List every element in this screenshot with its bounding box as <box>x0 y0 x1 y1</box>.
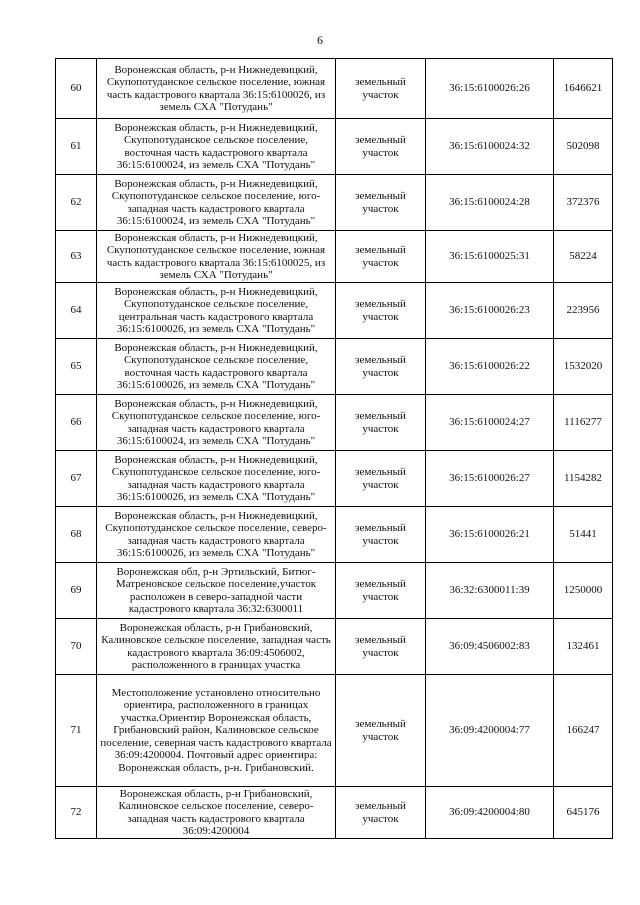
address-cell: Воронежская область, р-н Нижнедевицкий, Скупопотуданское сельское поселение, центральная часть кадастрового квартала 36:15:6100026, из земель СХА "Потудань" <box>97 283 336 339</box>
address-cell: Воронежская область, р-н Грибановский, Калиновское сельское поселение, северо-западная часть кадастрового квартала 36:09:4200004 <box>97 787 336 839</box>
area-cell: 1250000 <box>554 563 613 619</box>
row-number-cell: 64 <box>56 283 97 339</box>
address-cell: Воронежская область, р-н Нижнедевицкий, Скупопотуданское сельское поселение, северо-западная часть кадастрового квартала 36:15:6100026, из земель СХА "Потудань" <box>97 507 336 563</box>
cadastral-number-cell: 36:15:6100026:21 <box>426 507 554 563</box>
cadastral-number-cell: 36:15:6100026:23 <box>426 283 554 339</box>
object-type-cell: земельный участок <box>336 283 426 339</box>
table-body <box>56 59 613 839</box>
cadastral-number-cell: 36:15:6100024:28 <box>426 175 554 231</box>
area-cell: 132461 <box>554 619 613 675</box>
row-number-cell: 71 <box>56 675 97 787</box>
row-number-cell: 70 <box>56 619 97 675</box>
table-row <box>56 283 613 339</box>
object-type-cell: земельный участок <box>336 231 426 283</box>
row-number-cell: 69 <box>56 563 97 619</box>
area-cell: 166247 <box>554 675 613 787</box>
object-type-cell: земельный участок <box>336 339 426 395</box>
page-number: 6 <box>317 33 323 47</box>
table-row <box>56 619 613 675</box>
address-cell: Воронежская область, р-н Нижнедевицкий, Скупопотуданское сельское поселение, южная часть кадастрового квартала 36:15:6100025, из земель СХА "Потудань" <box>97 231 336 283</box>
object-type-cell: земельный участок <box>336 119 426 175</box>
object-type-cell: земельный участок <box>336 787 426 839</box>
area-cell: 645176 <box>554 787 613 839</box>
table-row <box>56 231 613 283</box>
object-type-cell: земельный участок <box>336 675 426 787</box>
row-number-cell: 63 <box>56 231 97 283</box>
cadastral-number-cell: 36:15:6100026:27 <box>426 451 554 507</box>
row-number-cell: 61 <box>56 119 97 175</box>
cadastral-number-cell: 36:15:6100025:31 <box>426 231 554 283</box>
object-type-cell: земельный участок <box>336 175 426 231</box>
address-cell: Воронежская область, р-н Нижнедевицкий, Скупопотуданское сельское поселение, юго-западная часть кадастрового квартала 36:15:6100024, из земель СХА "Потудань" <box>97 175 336 231</box>
table-row <box>56 787 613 839</box>
table-row <box>56 507 613 563</box>
area-cell: 1154282 <box>554 451 613 507</box>
cadastral-number-cell: 36:15:6100024:27 <box>426 395 554 451</box>
address-cell: Воронежская область, р-н Нижнедевицкий, Скупопотуданское сельское поселение, южная часть кадастрового квартала 36:15:6100026, из земель СХА "Потудань" <box>97 59 336 119</box>
area-cell: 372376 <box>554 175 613 231</box>
land-plots-table <box>55 58 613 839</box>
area-cell: 1646621 <box>554 59 613 119</box>
table-row <box>56 563 613 619</box>
address-cell: Воронежская область, р-н Грибановский, Калиновское сельское поселение, западная часть кадастрового квартала 36:09:4506002, расположенного в границах участка <box>97 619 336 675</box>
object-type-cell: земельный участок <box>336 395 426 451</box>
area-cell: 1116277 <box>554 395 613 451</box>
cadastral-number-cell: 36:09:4506002:83 <box>426 619 554 675</box>
cadastral-number-cell: 36:15:6100026:26 <box>426 59 554 119</box>
address-cell: Воронежская область, р-н Нижнедевицкий, Скупопотуданское сельское поселение, юго-западная часть кадастрового квартала 36:15:6100026, из земель СХА "Потудань" <box>97 451 336 507</box>
row-number-cell: 66 <box>56 395 97 451</box>
object-type-cell: земельный участок <box>336 507 426 563</box>
object-type-cell: земельный участок <box>336 563 426 619</box>
address-cell: Воронежская область, р-н Нижнедевицкий, Скупопотуданское сельское поселение, восточная часть кадастрового квартала 36:15:6100024, из земель СХА "Потудань" <box>97 119 336 175</box>
cadastral-number-cell: 36:15:6100024:32 <box>426 119 554 175</box>
row-number-cell: 72 <box>56 787 97 839</box>
row-number-cell: 62 <box>56 175 97 231</box>
object-type-cell: земельный участок <box>336 619 426 675</box>
row-number-cell: 67 <box>56 451 97 507</box>
cadastral-number-cell: 36:09:4200004:77 <box>426 675 554 787</box>
table-row <box>56 395 613 451</box>
area-cell: 1532020 <box>554 339 613 395</box>
address-cell: Воронежская обл, р-н Эртильский, Битюг-Матреновское сельское поселение,участок расположен в северо-западной части кадастрового квартала 36:32:6300011 <box>97 563 336 619</box>
table-row <box>56 675 613 787</box>
address-cell: Воронежская область, р-н Нижнедевицкий, Скупопотуданское сельское поселение, восточная часть кадастрового квартала 36:15:6100026, из земель СХА "Потудань" <box>97 339 336 395</box>
object-type-cell: земельный участок <box>336 451 426 507</box>
row-number-cell: 60 <box>56 59 97 119</box>
cadastral-number-cell: 36:15:6100026:22 <box>426 339 554 395</box>
area-cell: 51441 <box>554 507 613 563</box>
table-row <box>56 451 613 507</box>
area-cell: 223956 <box>554 283 613 339</box>
address-cell: Местоположение установлено относительно ориентира, расположенного в границах участка.Ориентир Воронежская область, Грибановский район, Калиновское сельское поселение, северная часть кадастрового квартала 36:09:4200004. Почтовый адрес ориентира: Воронежская область, р-н. Грибановский. <box>97 675 336 787</box>
area-cell: 58224 <box>554 231 613 283</box>
row-number-cell: 65 <box>56 339 97 395</box>
address-cell: Воронежская область, р-н Нижнедевицкий, Скупопотуданское сельское поселение, юго-западная часть кадастрового квартала 36:15:6100024, из земель СХА "Потудань" <box>97 395 336 451</box>
object-type-cell: земельный участок <box>336 59 426 119</box>
row-number-cell: 68 <box>56 507 97 563</box>
table-row <box>56 119 613 175</box>
table-row <box>56 59 613 119</box>
table-row <box>56 175 613 231</box>
cadastral-number-cell: 36:09:4200004:80 <box>426 787 554 839</box>
area-cell: 502098 <box>554 119 613 175</box>
cadastral-number-cell: 36:32:6300011:39 <box>426 563 554 619</box>
table-row <box>56 339 613 395</box>
